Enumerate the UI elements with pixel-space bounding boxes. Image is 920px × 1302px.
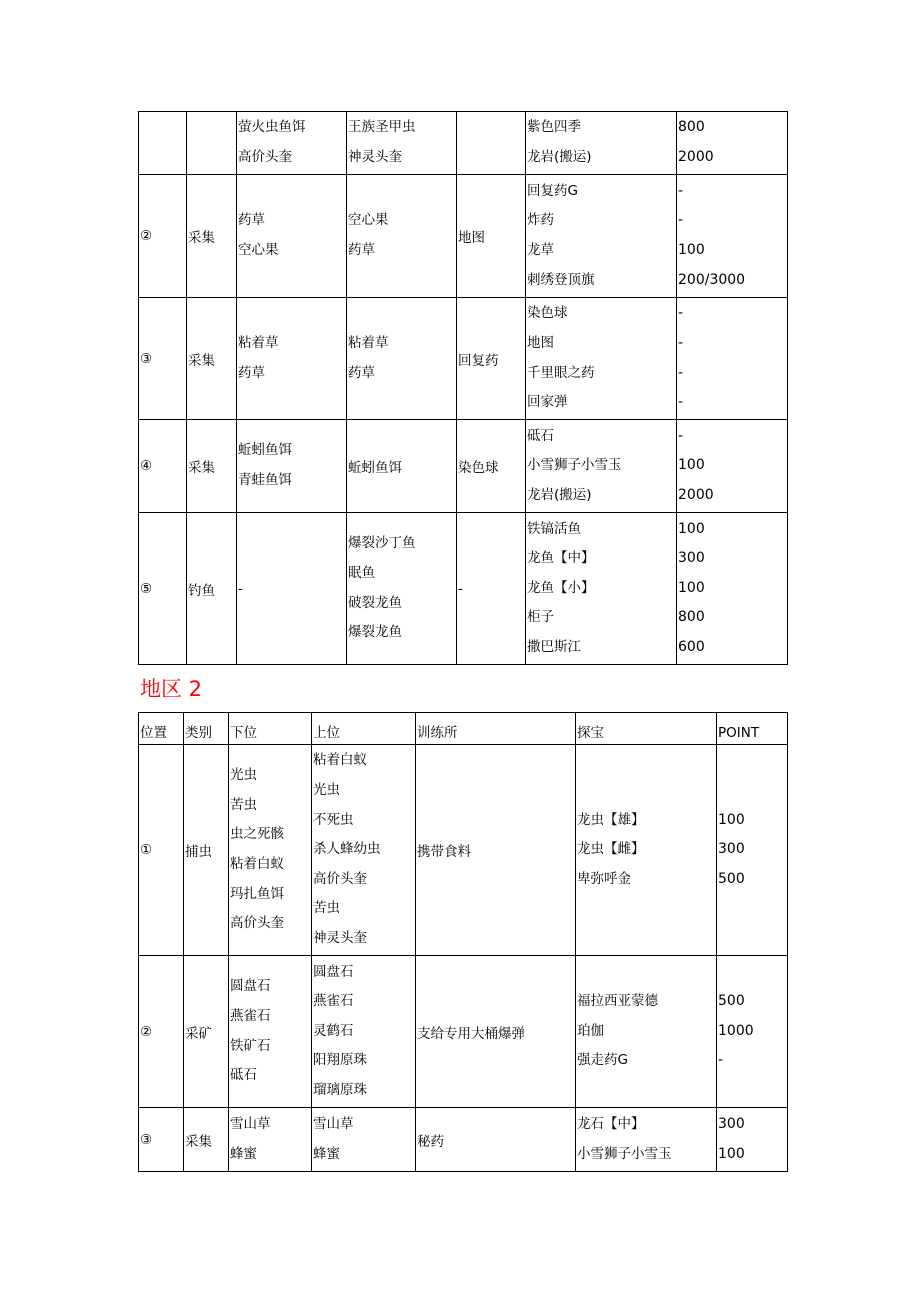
point-value: 100	[678, 242, 705, 258]
region1-item-table	[138, 111, 788, 665]
category-cell	[187, 112, 237, 175]
treasure-item: 铁镐活鱼	[527, 520, 581, 537]
treasure-item: 小雪狮子小雪玉	[577, 1145, 672, 1162]
table-row	[139, 1108, 788, 1172]
point-cell	[677, 298, 788, 420]
low-rank-item: 光虫	[230, 767, 257, 784]
table-row	[139, 298, 788, 420]
region2-item-table	[138, 712, 788, 1172]
high-rank-item: 空心果	[348, 212, 389, 229]
high-rank-item: 爆裂龙鱼	[348, 624, 402, 641]
point-value: 300	[678, 550, 705, 567]
point-value: 300	[718, 1115, 745, 1132]
treasure-item: 刺绣登顶旗	[527, 271, 595, 288]
point-value: -	[718, 1052, 724, 1069]
low-rank-cell: -	[237, 513, 347, 665]
treasure-item: 千里眼之药	[527, 364, 595, 381]
region2-table-body	[139, 713, 788, 1172]
treasure-cell	[576, 956, 717, 1108]
category-cell: 钓鱼	[187, 513, 237, 665]
treasure-item: 回复药G	[527, 182, 578, 199]
low-rank-item: 铁矿石	[230, 1037, 271, 1054]
header-treasure: 探宝	[576, 713, 717, 745]
treasure-item: 砥石	[527, 427, 554, 444]
point-value: 100	[718, 1145, 745, 1162]
point-cell	[677, 175, 788, 298]
training-cell: 支给专用大桶爆弹	[416, 956, 576, 1108]
low-rank-item: 高价头奎	[238, 149, 292, 165]
training-cell: 染色球	[457, 420, 526, 513]
low-rank-item: 青蛙鱼饵	[238, 472, 292, 488]
high-rank-item: 高价头奎	[313, 870, 367, 887]
header-low-rank: 下位	[229, 713, 312, 745]
low-rank-item: 砥石	[230, 1067, 257, 1084]
point-value: 500	[718, 993, 745, 1010]
category-cell: 采集	[187, 420, 237, 513]
header-training: 训练所	[416, 713, 576, 745]
high-rank-item: 阳翔原珠	[313, 1052, 367, 1069]
point-value: 800	[678, 609, 705, 626]
training-cell: 携带食料	[416, 745, 576, 956]
point-cell	[677, 112, 788, 175]
point-value: -	[678, 394, 684, 411]
point-cell	[677, 513, 788, 665]
point-value: 100	[678, 579, 705, 596]
low-rank-item: 圆盘石	[230, 978, 271, 995]
point-value: 600	[678, 638, 705, 655]
table-row	[139, 112, 788, 175]
low-rank-item: 虫之死骸	[230, 826, 284, 843]
training-cell: 秘药	[416, 1108, 576, 1172]
treasure-item: 卑弥呼金	[577, 870, 631, 887]
high-rank-item: 爆裂沙丁鱼	[348, 535, 416, 552]
low-rank-item: 药草	[238, 212, 265, 229]
category-cell: 采矿	[184, 956, 229, 1108]
treasure-cell	[526, 420, 677, 513]
low-rank-item: 粘着草	[238, 334, 279, 351]
treasure-item: 龙石【中】	[577, 1115, 645, 1132]
point-value: 200/3000	[678, 271, 746, 288]
point-value: 2000	[678, 486, 714, 503]
high-rank-cell	[347, 298, 457, 420]
point-cell	[677, 420, 788, 513]
table-row	[139, 420, 788, 513]
treasure-cell	[576, 745, 717, 956]
position-cell: ③	[139, 298, 187, 420]
high-rank-item: 燕雀石	[313, 993, 354, 1010]
low-rank-cell	[237, 298, 347, 420]
low-rank-cell	[229, 956, 312, 1108]
low-rank-cell	[237, 420, 347, 513]
low-rank-cell	[229, 745, 312, 956]
category-cell: 采集	[187, 298, 237, 420]
low-rank-cell	[229, 1108, 312, 1172]
treasure-item: 龙虫【雄】	[577, 811, 645, 828]
table-row	[139, 513, 788, 665]
header-category: 类别	[184, 713, 229, 745]
treasure-item: 炸药	[527, 212, 554, 229]
training-cell: -	[457, 513, 526, 665]
low-rank-item: 玛扎鱼饵	[230, 885, 284, 902]
position-cell: ①	[139, 745, 184, 956]
low-rank-item: 萤火虫鱼饵	[238, 119, 306, 136]
treasure-item: 福拉西亚蒙德	[577, 993, 658, 1010]
high-rank-item: 眠鱼	[348, 564, 375, 581]
high-rank-cell: 蚯蚓鱼饵	[347, 420, 457, 513]
low-rank-item: 高价头奎	[230, 915, 284, 932]
treasure-item: 撒巴斯江	[527, 638, 581, 655]
treasure-item: 龙虫【雌】	[577, 841, 645, 858]
position-cell: ④	[139, 420, 187, 513]
high-rank-item: 光虫	[313, 782, 340, 799]
treasure-item: 龙草	[527, 242, 554, 258]
high-rank-item: 药草	[348, 364, 375, 381]
low-rank-item: 苦虫	[230, 796, 257, 813]
high-rank-cell	[312, 1108, 416, 1172]
header-point: POINT	[717, 713, 788, 745]
treasure-cell	[526, 112, 677, 175]
region1-table-body	[139, 112, 788, 665]
low-rank-item: 药草	[238, 364, 265, 381]
high-rank-item: 灵鹤石	[313, 1022, 354, 1039]
training-cell: 地图	[457, 175, 526, 298]
low-rank-item: 空心果	[238, 242, 279, 258]
low-rank-item: 雪山草	[230, 1115, 271, 1132]
high-rank-cell	[347, 513, 457, 665]
low-rank-item: 燕雀石	[230, 1007, 271, 1024]
low-rank-item: 蜂蜜	[230, 1145, 257, 1162]
high-rank-item: 神灵头奎	[313, 929, 367, 946]
point-cell	[717, 956, 788, 1108]
high-rank-item: 蜂蜜	[313, 1145, 340, 1162]
table-header-row	[139, 713, 788, 745]
low-rank-cell	[237, 175, 347, 298]
point-value: -	[678, 427, 684, 444]
treasure-item: 龙岩(搬运)	[527, 486, 592, 503]
category-cell: 采集	[187, 175, 237, 298]
treasure-cell	[576, 1108, 717, 1172]
point-value: -	[678, 212, 684, 229]
table-row	[139, 175, 788, 298]
training-cell: 回复药	[457, 298, 526, 420]
point-value: 100	[718, 811, 745, 828]
point-cell	[717, 745, 788, 956]
high-rank-cell	[347, 112, 457, 175]
point-value: -	[678, 305, 684, 322]
treasure-item: 染色球	[527, 305, 568, 322]
point-value: -	[678, 182, 684, 199]
training-cell	[457, 112, 526, 175]
treasure-item: 龙鱼【中】	[527, 550, 595, 567]
high-rank-item: 不死虫	[313, 811, 354, 828]
high-rank-item: 雪山草	[313, 1115, 354, 1132]
high-rank-item: 王族圣甲虫	[348, 119, 416, 136]
high-rank-cell	[312, 745, 416, 956]
treasure-item: 强走药G	[577, 1052, 628, 1069]
high-rank-item: 苦虫	[313, 900, 340, 917]
treasure-cell	[526, 298, 677, 420]
treasure-item: 地图	[527, 334, 554, 351]
point-cell	[717, 1108, 788, 1172]
point-value: 800	[678, 119, 705, 136]
low-rank-item: 蚯蚓鱼饵	[238, 442, 292, 459]
category-cell: 捕虫	[184, 745, 229, 956]
point-value: 1000	[718, 1022, 754, 1039]
treasure-item: 柜子	[527, 609, 554, 626]
header-position: 位置	[139, 713, 184, 745]
high-rank-item: 粘着白蚁	[313, 752, 367, 769]
high-rank-cell	[312, 956, 416, 1108]
treasure-item: 小雪狮子小雪玉	[527, 457, 622, 474]
high-rank-item: 药草	[348, 242, 375, 258]
position-cell: ②	[139, 175, 187, 298]
high-rank-item: 神灵头奎	[348, 149, 402, 165]
table-row	[139, 745, 788, 956]
high-rank-item: 瑠璃原珠	[313, 1081, 367, 1098]
treasure-cell	[526, 513, 677, 665]
position-cell: ②	[139, 956, 184, 1108]
low-rank-cell	[237, 112, 347, 175]
treasure-item: 龙岩(搬运)	[527, 149, 592, 165]
table-row	[139, 956, 788, 1108]
high-rank-cell	[347, 175, 457, 298]
treasure-cell	[526, 175, 677, 298]
point-value: 2000	[678, 149, 714, 165]
treasure-item: 珀伽	[577, 1022, 604, 1039]
header-high-rank: 上位	[312, 713, 416, 745]
point-value: 100	[678, 457, 705, 474]
point-value: -	[678, 364, 684, 381]
region-2-heading: 地区 2	[140, 677, 203, 701]
treasure-item: 紫色四季	[527, 119, 581, 136]
point-value: 300	[718, 841, 745, 858]
point-value: 100	[678, 520, 705, 537]
point-value: -	[678, 334, 684, 351]
high-rank-item: 粘着草	[348, 334, 389, 351]
high-rank-item: 圆盘石	[313, 963, 354, 980]
treasure-item: 回家弹	[527, 394, 568, 411]
position-cell: ⑤	[139, 513, 187, 665]
point-value: 500	[718, 870, 745, 887]
low-rank-item: 粘着白蚁	[230, 856, 284, 872]
high-rank-item: 破裂龙鱼	[348, 594, 402, 611]
category-cell: 采集	[184, 1108, 229, 1172]
treasure-item: 龙鱼【小】	[527, 579, 595, 596]
high-rank-item: 杀人蜂幼虫	[313, 841, 381, 858]
position-cell	[139, 112, 187, 175]
position-cell: ③	[139, 1108, 184, 1172]
